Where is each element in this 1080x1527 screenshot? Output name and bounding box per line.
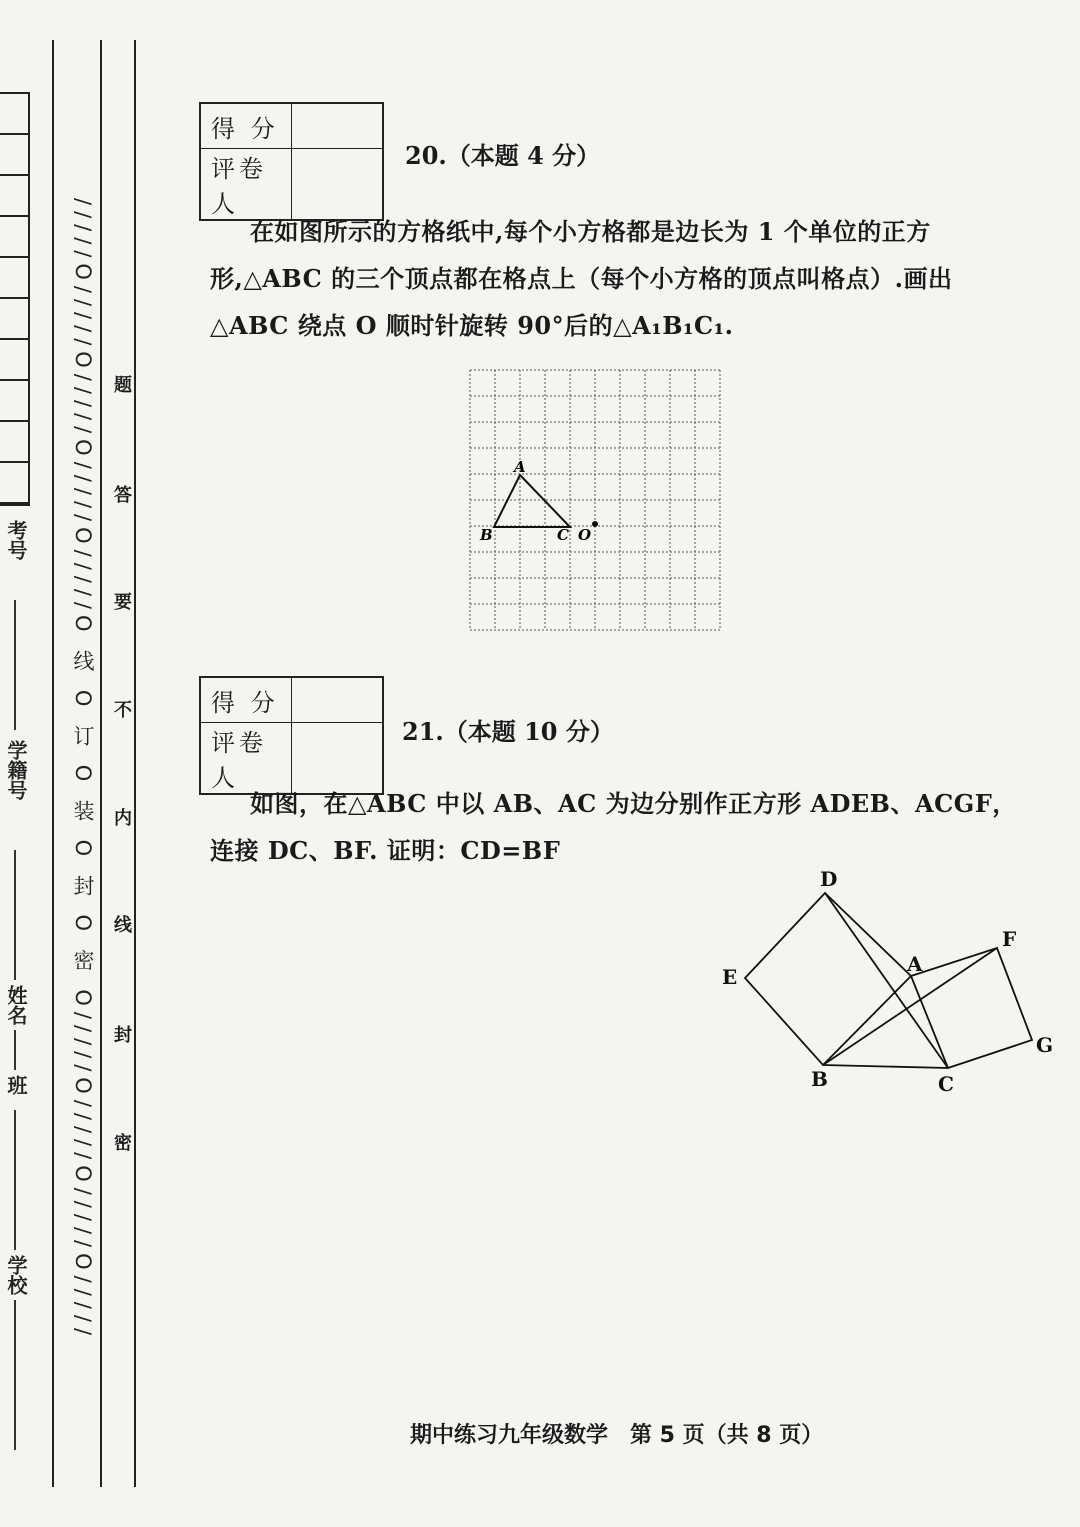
student-id-blank[interactable] bbox=[14, 850, 16, 980]
q21-squares-figure bbox=[710, 860, 1070, 1110]
hint-char: 要 bbox=[111, 592, 132, 610]
label-g: G bbox=[1036, 1033, 1054, 1057]
point-o bbox=[592, 521, 598, 527]
grader-label: 评卷人 bbox=[200, 149, 292, 221]
exam-no-blank[interactable] bbox=[14, 600, 16, 730]
label-e: E bbox=[722, 965, 738, 989]
score-label: 得 分 bbox=[200, 677, 292, 723]
triangle-abc bbox=[494, 475, 570, 527]
hint-char: 密 bbox=[111, 1133, 132, 1151]
hint-char: 不 bbox=[111, 700, 132, 718]
label-d: D bbox=[820, 867, 838, 891]
segment-dc bbox=[825, 893, 948, 1068]
q21-heading: 21.（本题 10 分） bbox=[402, 717, 614, 746]
name-blank[interactable] bbox=[14, 1030, 16, 1070]
label-f: F bbox=[1002, 927, 1017, 951]
binding-line-3 bbox=[134, 40, 136, 1487]
score-label: 得 分 bbox=[200, 103, 292, 149]
q20-grid-figure bbox=[468, 368, 724, 634]
cut-line-text: /////O/////O/////O/////O/////O 线 O 订 O 装 O 封 O 密 O/////O/////O/////O///// bbox=[71, 198, 95, 1342]
hint-char: 答 bbox=[111, 485, 132, 503]
name-label: 姓名 bbox=[4, 985, 28, 1025]
school-blank[interactable] bbox=[14, 1300, 16, 1450]
segment-bc bbox=[823, 1065, 948, 1068]
exam-no-label: 考号 bbox=[4, 520, 28, 560]
score-cell[interactable] bbox=[292, 677, 384, 723]
exam-number-boxes bbox=[0, 92, 30, 506]
class-blank[interactable] bbox=[14, 1110, 16, 1250]
hint-char: 题 bbox=[111, 375, 132, 393]
label-c: C bbox=[938, 1072, 954, 1096]
school-label: 学校 bbox=[4, 1255, 28, 1295]
binding-line-1 bbox=[52, 40, 54, 1487]
score-table-q21 bbox=[199, 676, 384, 795]
student-id-label: 学籍号 bbox=[4, 740, 28, 800]
label-a: A bbox=[514, 458, 526, 476]
label-a: A bbox=[907, 952, 923, 976]
grader-label: 评卷人 bbox=[200, 723, 292, 795]
hint-char: 线 bbox=[111, 915, 132, 933]
q21-body: 如图，在△ABC 中以 AB、AC 为边分别作正方形 ADEB、ACGF，连接 DC、BF. 证明：CD=BF bbox=[210, 789, 1017, 865]
score-table-q20 bbox=[199, 102, 384, 221]
class-label: 班 bbox=[4, 1075, 28, 1095]
hint-char: 内 bbox=[111, 808, 132, 826]
q20-heading: 20.（本题 4 分） bbox=[405, 141, 601, 170]
label-b: B bbox=[480, 526, 493, 544]
hint-char: 封 bbox=[111, 1025, 132, 1043]
score-cell[interactable] bbox=[292, 103, 384, 149]
q20-body: 在如图所示的方格纸中,每个小方格都是边长为 1 个单位的正方形,△ABC 的三个顶点都在格点上（每个小方格的顶点叫格点）.画出△ABC 绕点 O 顺时针旋转 90°后的△A₁B₁C₁. bbox=[210, 217, 953, 340]
label-o: O bbox=[578, 526, 592, 544]
label-c: C bbox=[557, 526, 569, 544]
binding-line-2 bbox=[100, 40, 102, 1487]
label-b: B bbox=[811, 1067, 828, 1091]
page-footer: 期中练习九年级数学 第 5 页（共 8 页） bbox=[410, 1423, 824, 1448]
